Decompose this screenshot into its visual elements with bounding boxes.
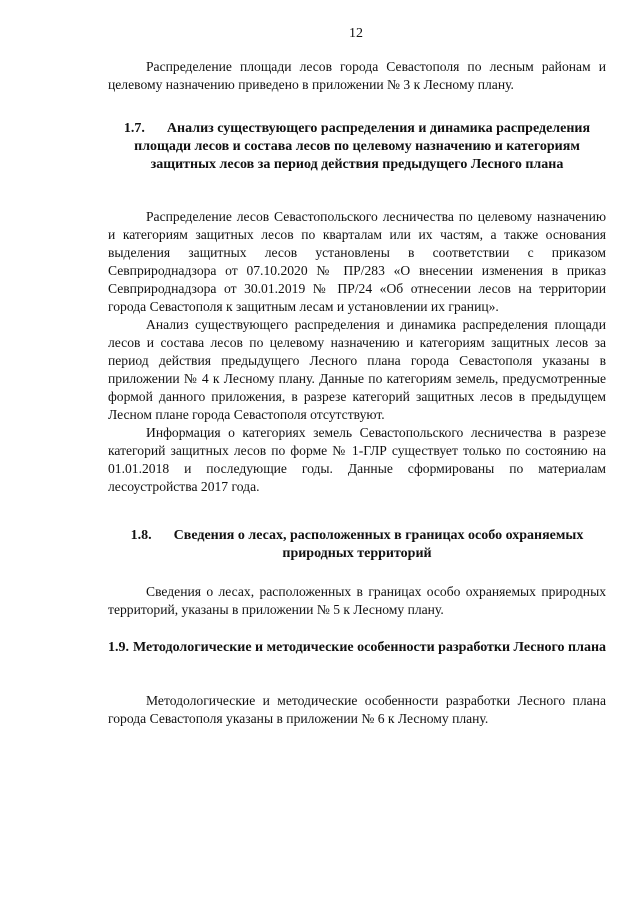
- section-1-8-heading: [108, 527, 606, 563]
- section-1-9-title: [108, 639, 606, 657]
- section-1-8-title: [108, 527, 606, 563]
- section-1-7-body: [108, 208, 606, 496]
- section-1-9-title-text: Методологические и методические особенности разработки Лесного плана: [133, 640, 607, 655]
- intro-block: [108, 58, 606, 94]
- section-1-9-paragraph-1: Методологические и методические особенности разработки Лесного плана города Севастополя указаны в приложении № 6 к Лесному плану.: [108, 693, 606, 726]
- section-1-7-number: 1.7.: [123, 121, 145, 136]
- section-1-9-heading: [108, 639, 606, 657]
- section-1-7-title-text: Анализ существующего распределения и динамика распределения площади лесов и состава лесов по целевому назначению и категориям защитных лесов за период действия предыдущего Лесного плана: [134, 121, 591, 172]
- section-1-8-paragraph-1: Сведения о лесах, расположенных в границах особо охраняемых природных территорий, указаны в приложении № 5 к Лесному плану.: [108, 584, 606, 617]
- section-1-8-number: 1.8.: [130, 528, 152, 543]
- section-1-8-title-text: Сведения о лесах, расположенных в границах особо охраняемых природных территорий: [173, 528, 584, 561]
- page-number: 12: [349, 26, 363, 41]
- section-1-7-heading: [108, 120, 606, 174]
- section-1-8-body: [108, 583, 606, 619]
- intro-paragraph: Распределение площади лесов города Севастополя по лесным районам и целевому назначению приведено в приложении № 3 к Лесному плану.: [108, 59, 606, 92]
- section-1-9-number: 1.9.: [108, 640, 129, 655]
- section-1-7-paragraph-3: Информация о категориях земель Севастопольского лесничества в разрезе категорий защитных лесов по форме № 1-ГЛР существует только по состоянию на 01.01.2018 и последующие годы. Данные сформированы по материалам лесоустройства 2017 года.: [108, 425, 606, 494]
- section-1-7-title: [108, 120, 606, 174]
- section-1-7-paragraph-2: Анализ существующего распределения и динамика распределения площади лесов и состава лесов по целевому назначению и категориям защитных лесов за период действия предыдущего Лесного плана города Севастополя указаны в приложении № 4 к Лесному плану. Данные по категориям земель, предусмотренные формой данного приложения, в разрезе категорий защитных лесов в предыдущем Лесном плане города Севастополя отсутствуют.: [108, 317, 606, 422]
- section-1-7-paragraph-1: Распределение лесов Севастопольского лесничества по целевому назначению и категориям защитных лесов по кварталам или их частям, а также основания выделения защитных лесов установлены в соответствии с приказом Севприроднадзора от 07.10.2020 № ПР/283 «О внесении изменения в приказ Севприроднадзора от 30.01.2019 № ПР/24 «Об отнесении лесов на территории города Севастополя к защитным лесам и установлении их границ».: [108, 209, 606, 314]
- section-1-9-body: [108, 692, 606, 728]
